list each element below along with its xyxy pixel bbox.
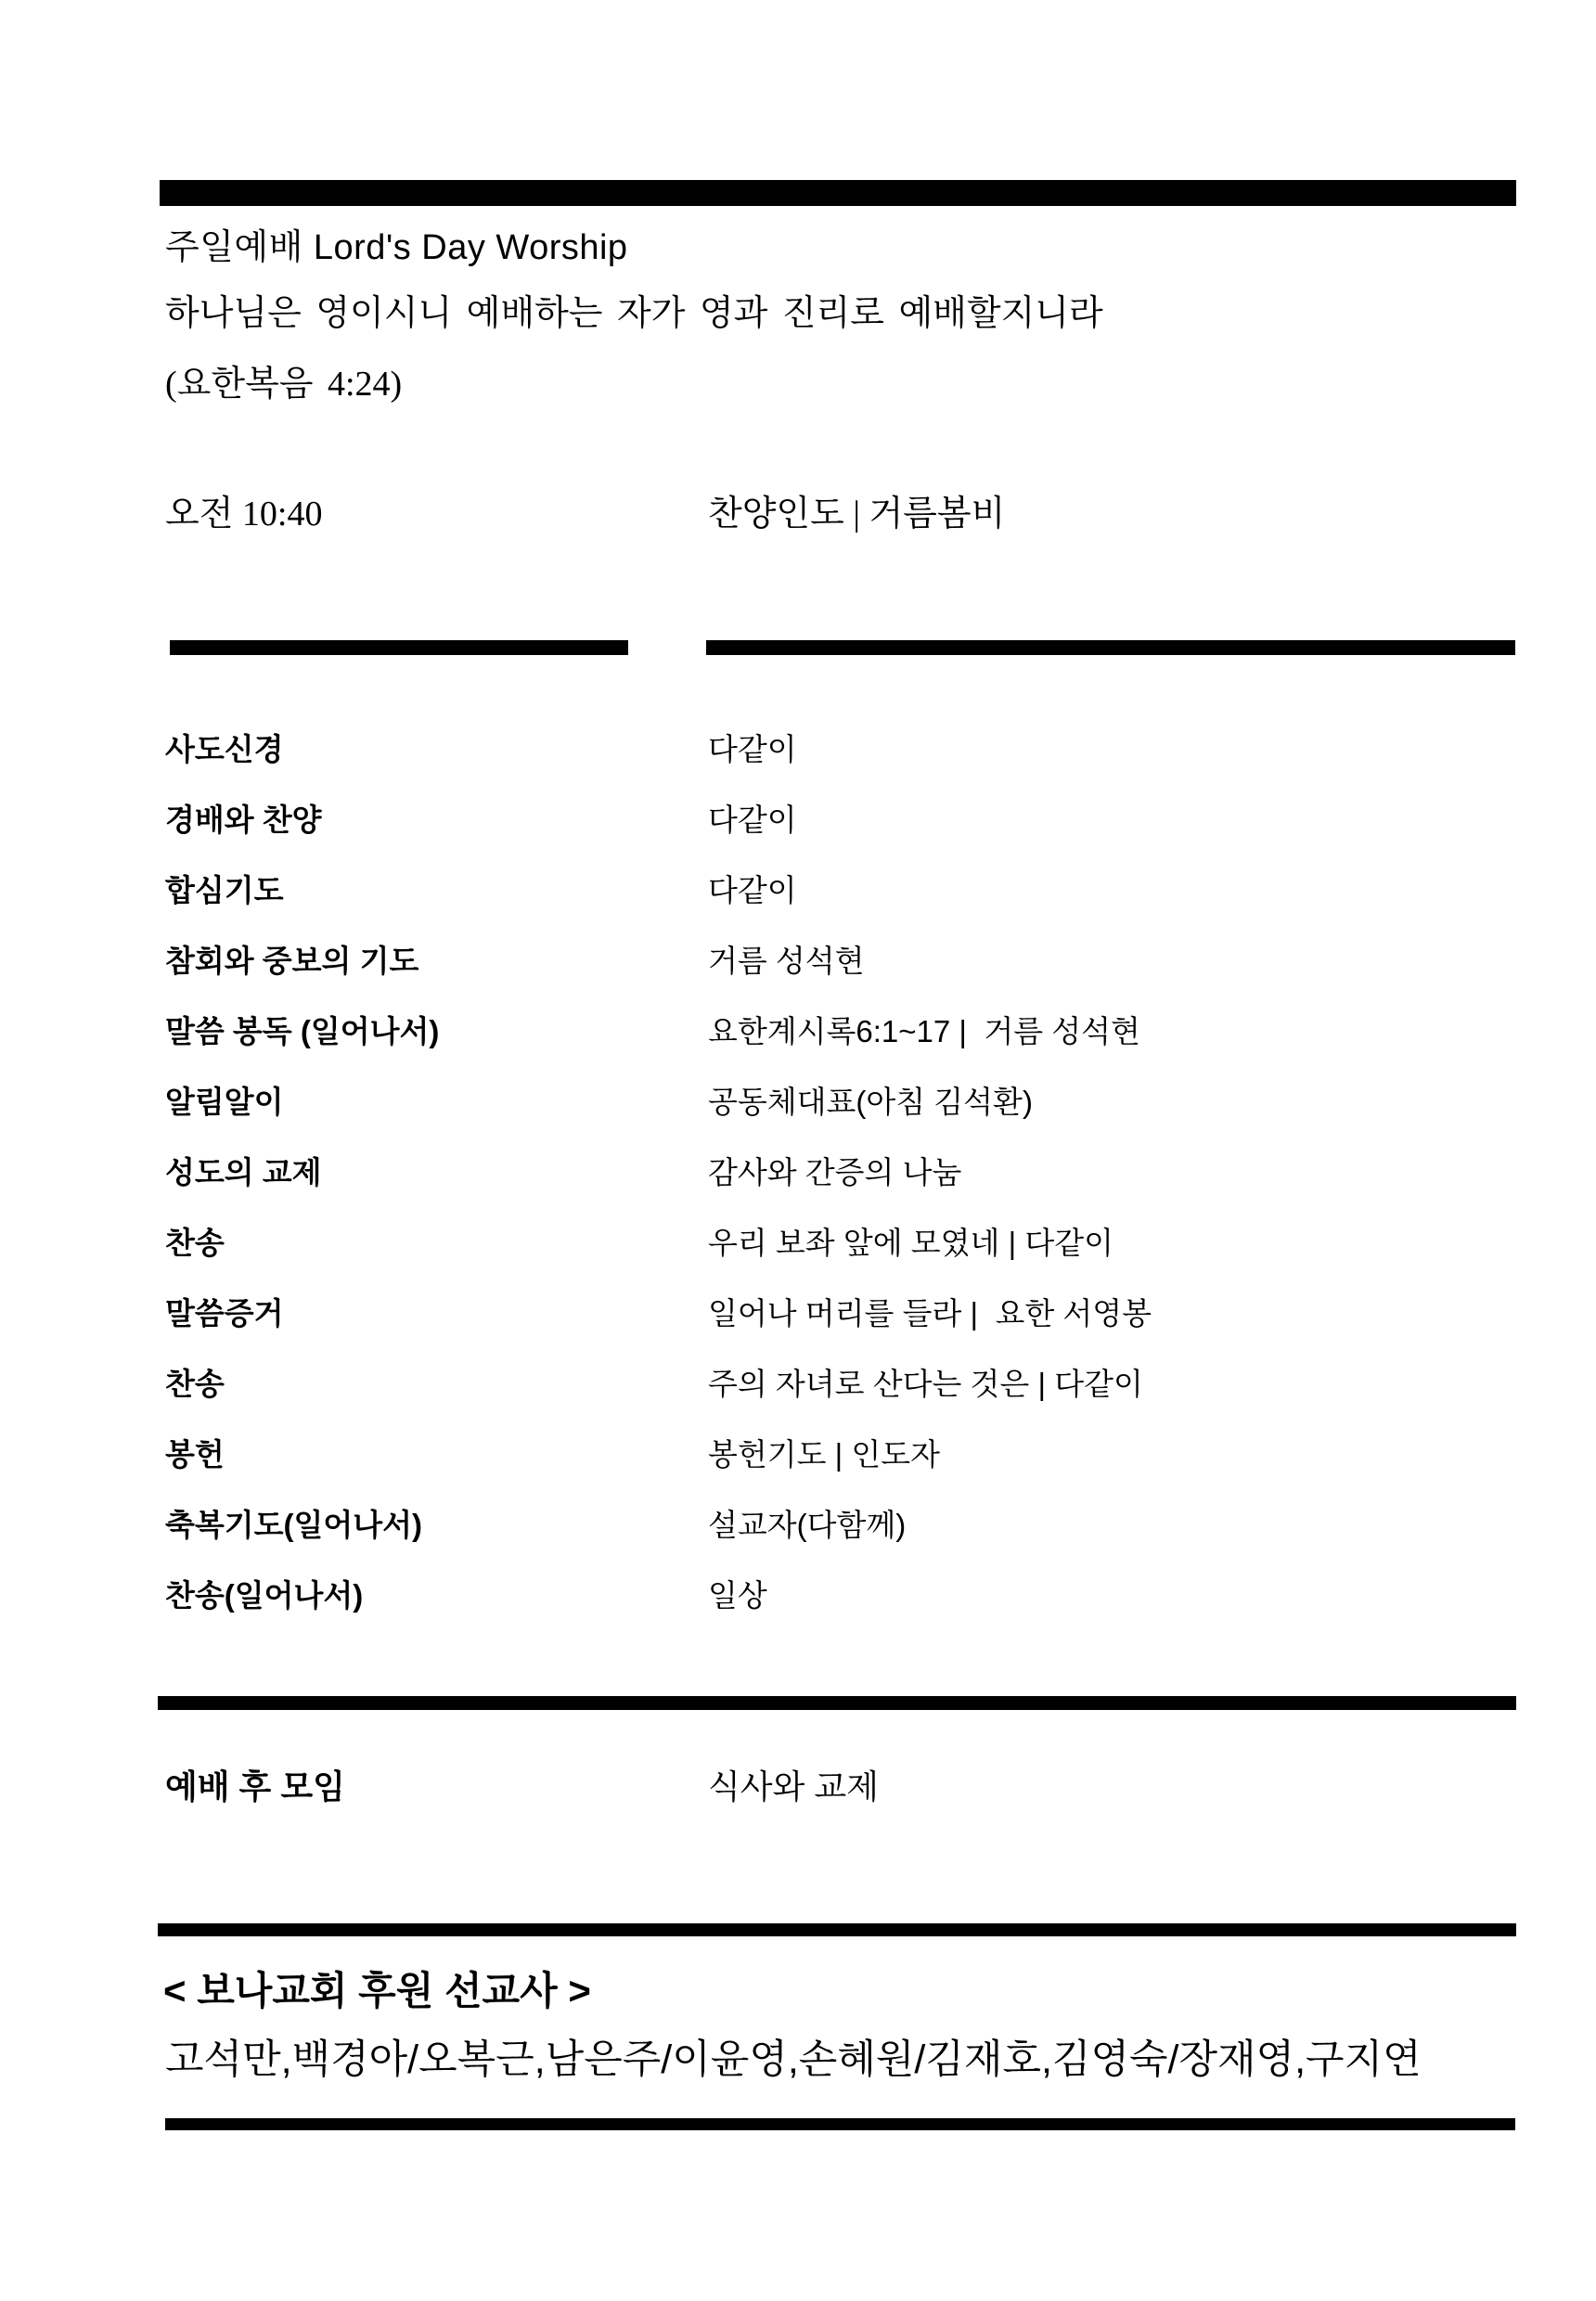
worship-order-list	[165, 714, 1522, 1631]
order-item-label: 찬송	[165, 1226, 225, 1260]
post-service-row	[165, 1754, 1522, 1820]
post-service-label: 예배 후 모임	[165, 1768, 345, 1806]
order-item-value: 우리 보좌 앞에 모였네 | 다같이	[708, 1226, 1113, 1260]
service-time: 오전 10:40	[165, 495, 323, 533]
order-item-label: 축복기도(일어나서)	[165, 1508, 423, 1542]
order-row	[165, 1279, 1522, 1349]
missionaries-names: 고석만,백경아/오복근,남은주/이윤영,손혜원/김재호,김영숙/장재영,구지연	[165, 2037, 1422, 2082]
footer-rule	[165, 2118, 1515, 2130]
left-column-rule	[170, 640, 628, 655]
post-service-value: 식사와 교제	[708, 1768, 879, 1806]
section-rule-post-service	[158, 1696, 1516, 1710]
order-row	[165, 1420, 1522, 1490]
order-row	[165, 1490, 1522, 1561]
order-item-label: 합심기도	[165, 873, 284, 907]
order-row	[165, 714, 1522, 785]
service-time-row	[165, 494, 1522, 536]
order-row	[165, 996, 1522, 1067]
order-item-label: 말씀 봉독 (일어나서)	[165, 1014, 440, 1048]
order-item-value: 일어나 머리를 들라 | 요한 서영봉	[708, 1296, 1152, 1330]
scripture-reference: (요한복음 4:24)	[165, 365, 403, 404]
order-item-value: 거름 성석현	[708, 944, 865, 978]
order-item-value: 다같이	[708, 732, 797, 766]
order-item-value: 다같이	[708, 873, 797, 907]
order-item-label: 봉헌	[165, 1437, 225, 1472]
missionaries-heading: < 보나교회 후원 선교사 >	[163, 1969, 591, 2012]
order-item-label: 참회와 중보의 기도	[165, 944, 419, 978]
order-item-label: 찬송	[165, 1367, 225, 1401]
header-rule	[160, 180, 1516, 206]
order-row	[165, 926, 1522, 996]
order-item-label: 찬송(일어나서)	[165, 1578, 364, 1613]
order-item-label: 알림알이	[165, 1085, 284, 1119]
order-row	[165, 1561, 1522, 1631]
order-item-value: 설교자(다함께)	[708, 1508, 907, 1542]
order-item-value: 감사와 간증의 나눔	[708, 1155, 962, 1189]
order-row	[165, 1138, 1522, 1208]
right-column-rule	[706, 640, 1515, 655]
order-row	[165, 1067, 1522, 1138]
scripture-text: 하나님은 영이시니 예배하는 자가 영과 진리로 예배할지니라	[165, 294, 1103, 333]
order-row	[165, 1349, 1522, 1420]
order-item-label: 성도의 교제	[165, 1155, 322, 1189]
order-item-value: 요한계시록6:1~17 | 거름 성석현	[708, 1014, 1140, 1048]
order-item-label: 말씀증거	[165, 1296, 284, 1330]
order-row	[165, 855, 1522, 926]
order-item-value: 주의 자녀로 산다는 것은 | 다같이	[708, 1367, 1143, 1401]
order-item-label: 사도신경	[165, 732, 284, 766]
order-item-value: 다같이	[708, 803, 797, 837]
section-rule-missionaries	[158, 1923, 1516, 1936]
order-row	[165, 785, 1522, 855]
order-item-label: 경배와 찬양	[165, 803, 322, 837]
order-item-value: 공동체대표(아침 김석환)	[708, 1085, 1033, 1119]
page-title: 주일예배 Lord's Day Worship	[165, 228, 628, 267]
order-item-value: 봉헌기도 | 인도자	[708, 1437, 941, 1472]
praise-leader: 찬양인도 | 거름봄비	[708, 495, 1006, 533]
order-item-value: 일상	[708, 1578, 767, 1613]
order-row	[165, 1208, 1522, 1279]
scripture-block	[165, 278, 1103, 419]
